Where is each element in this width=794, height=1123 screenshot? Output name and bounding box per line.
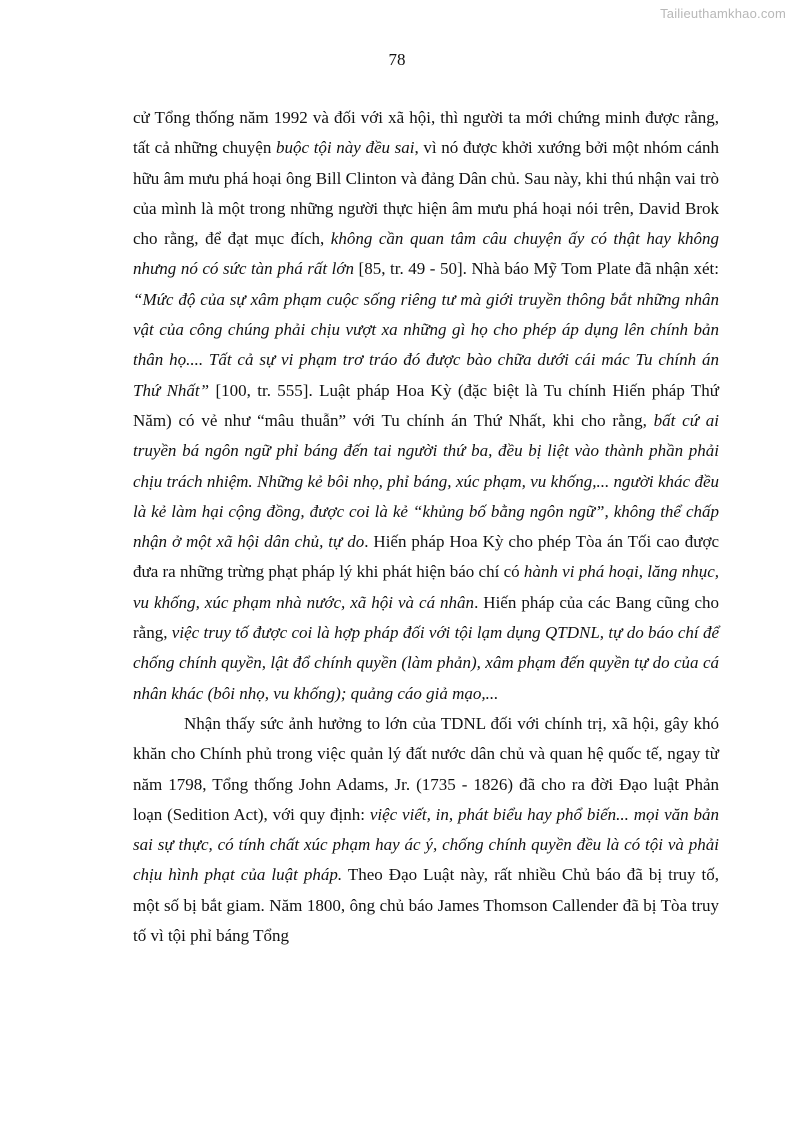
italic-run: buộc tội này đều sai [276, 138, 415, 158]
italic-run: việc viết, in, phát biểu hay phổ biến... mọi văn bản sai sự thực, có tính chất xúc phạm hay ác ý, chống chính quyền đều là có tội và phải chịu hình phạt của luật pháp. [133, 804, 719, 885]
text-run: [85, tr. 49 - 50]. Nhà báo Mỹ Tom Plate đã nhận xét: [353, 259, 720, 279]
paragraph-2 [133, 709, 719, 951]
text-run: Theo Đạo Luật này, rất nhiều Chủ báo đã bị truy tố, một số bị bắt giam. Năm 1800, ông chủ báo James Thomson Callender đã bị Tòa truy tố vì tội phỉ báng Tổng [133, 865, 719, 946]
italic-run: không cần quan tâm câu chuyện ấy có thật hay không nhưng nó có sức tàn phá rất lớn [133, 229, 719, 279]
text-run: cử Tổng thống năm 1992 và đối với xã hội, thì người ta mới chứng minh được rằng, tất cả những chuyện [133, 108, 719, 158]
text-run: , vì nó được khởi xướng bởi một nhóm cánh hữu âm mưu phá hoại ông Bill Clinton và đảng Dân chủ. Sau này, khi thú nhận vai trò của mình là một trong những người thực hiện âm mưu phá hoại nói trên, David Brok cho rằng, để đạt mục đích, [133, 138, 719, 249]
page-number: 78 [388, 50, 406, 69]
text-run: [100, tr. 555]. Luật pháp Hoa Kỳ (đặc biệt là Tu chính Hiến pháp Thứ Năm) có vẻ như “mâu thuẫn” với Tu chính án Thứ Nhất, khi cho rằng, [133, 380, 719, 430]
paragraph-1 [133, 103, 719, 709]
italic-run: việc truy tố được coi là hợp pháp đối với tội lạm dụng QTDNL, tự do báo chí để chống chính quyền, lật đổ chính quyền (làm phản), xâm phạm đến quyền tự do của cá nhân khác (bôi nhọ, vu khống); quảng cáo giả mạo,... [133, 623, 719, 703]
italic-run: “Mức độ của sự xâm phạm cuộc sống riêng tư mà giới truyền thông bắt những nhân vật của công chúng phải chịu vượt xa những gì họ cho phép áp dụng lên chính bản thân họ.... Tất cả sự vi phạm trơ tráo đó được bào chữa dưới cái mác Tu chính án Thứ Nhất” [133, 289, 719, 400]
italic-run: bất cứ ai truyền bá ngôn ngữ phỉ báng đến tai người thứ ba, đều bị liệt vào thành phần phải chịu trách nhiệm. Những kẻ bôi nhọ, phỉ báng, xúc phạm, vu khống,... người khác đều là kẻ làm hại cộng đồng, được coi là kẻ “khủng bố bằng ngôn ngữ”, không thể chấp nhận ở một xã hội dân chủ, tự do [133, 410, 719, 552]
text-run: . Hiến pháp Hoa Kỳ cho phép Tòa án Tối cao được đưa ra những trừng phạt pháp lý khi phát hiện báo chí có [133, 532, 719, 582]
document-body [133, 103, 719, 951]
text-run: . Hiến pháp của các Bang cũng cho rằng, [133, 592, 719, 643]
watermark: Tailieuthamkhao.com [660, 6, 786, 21]
italic-run: hành vi phá hoại, lăng nhục, vu khống, xúc phạm nhà nước, xã hội và cá nhân [133, 562, 719, 612]
text-run: Nhận thấy sức ảnh hưởng to lớn của TDNL đối với chính trị, xã hội, gây khó khăn cho Chính phủ trong việc quản lý đất nước dân chủ và quan hệ quốc tế, ngay từ năm 1798, Tổng thống John Adams, Jr. (1735 - 1826) đã cho ra đời Đạo luật Phản loạn (Sedition Act), với quy định: [133, 713, 719, 824]
